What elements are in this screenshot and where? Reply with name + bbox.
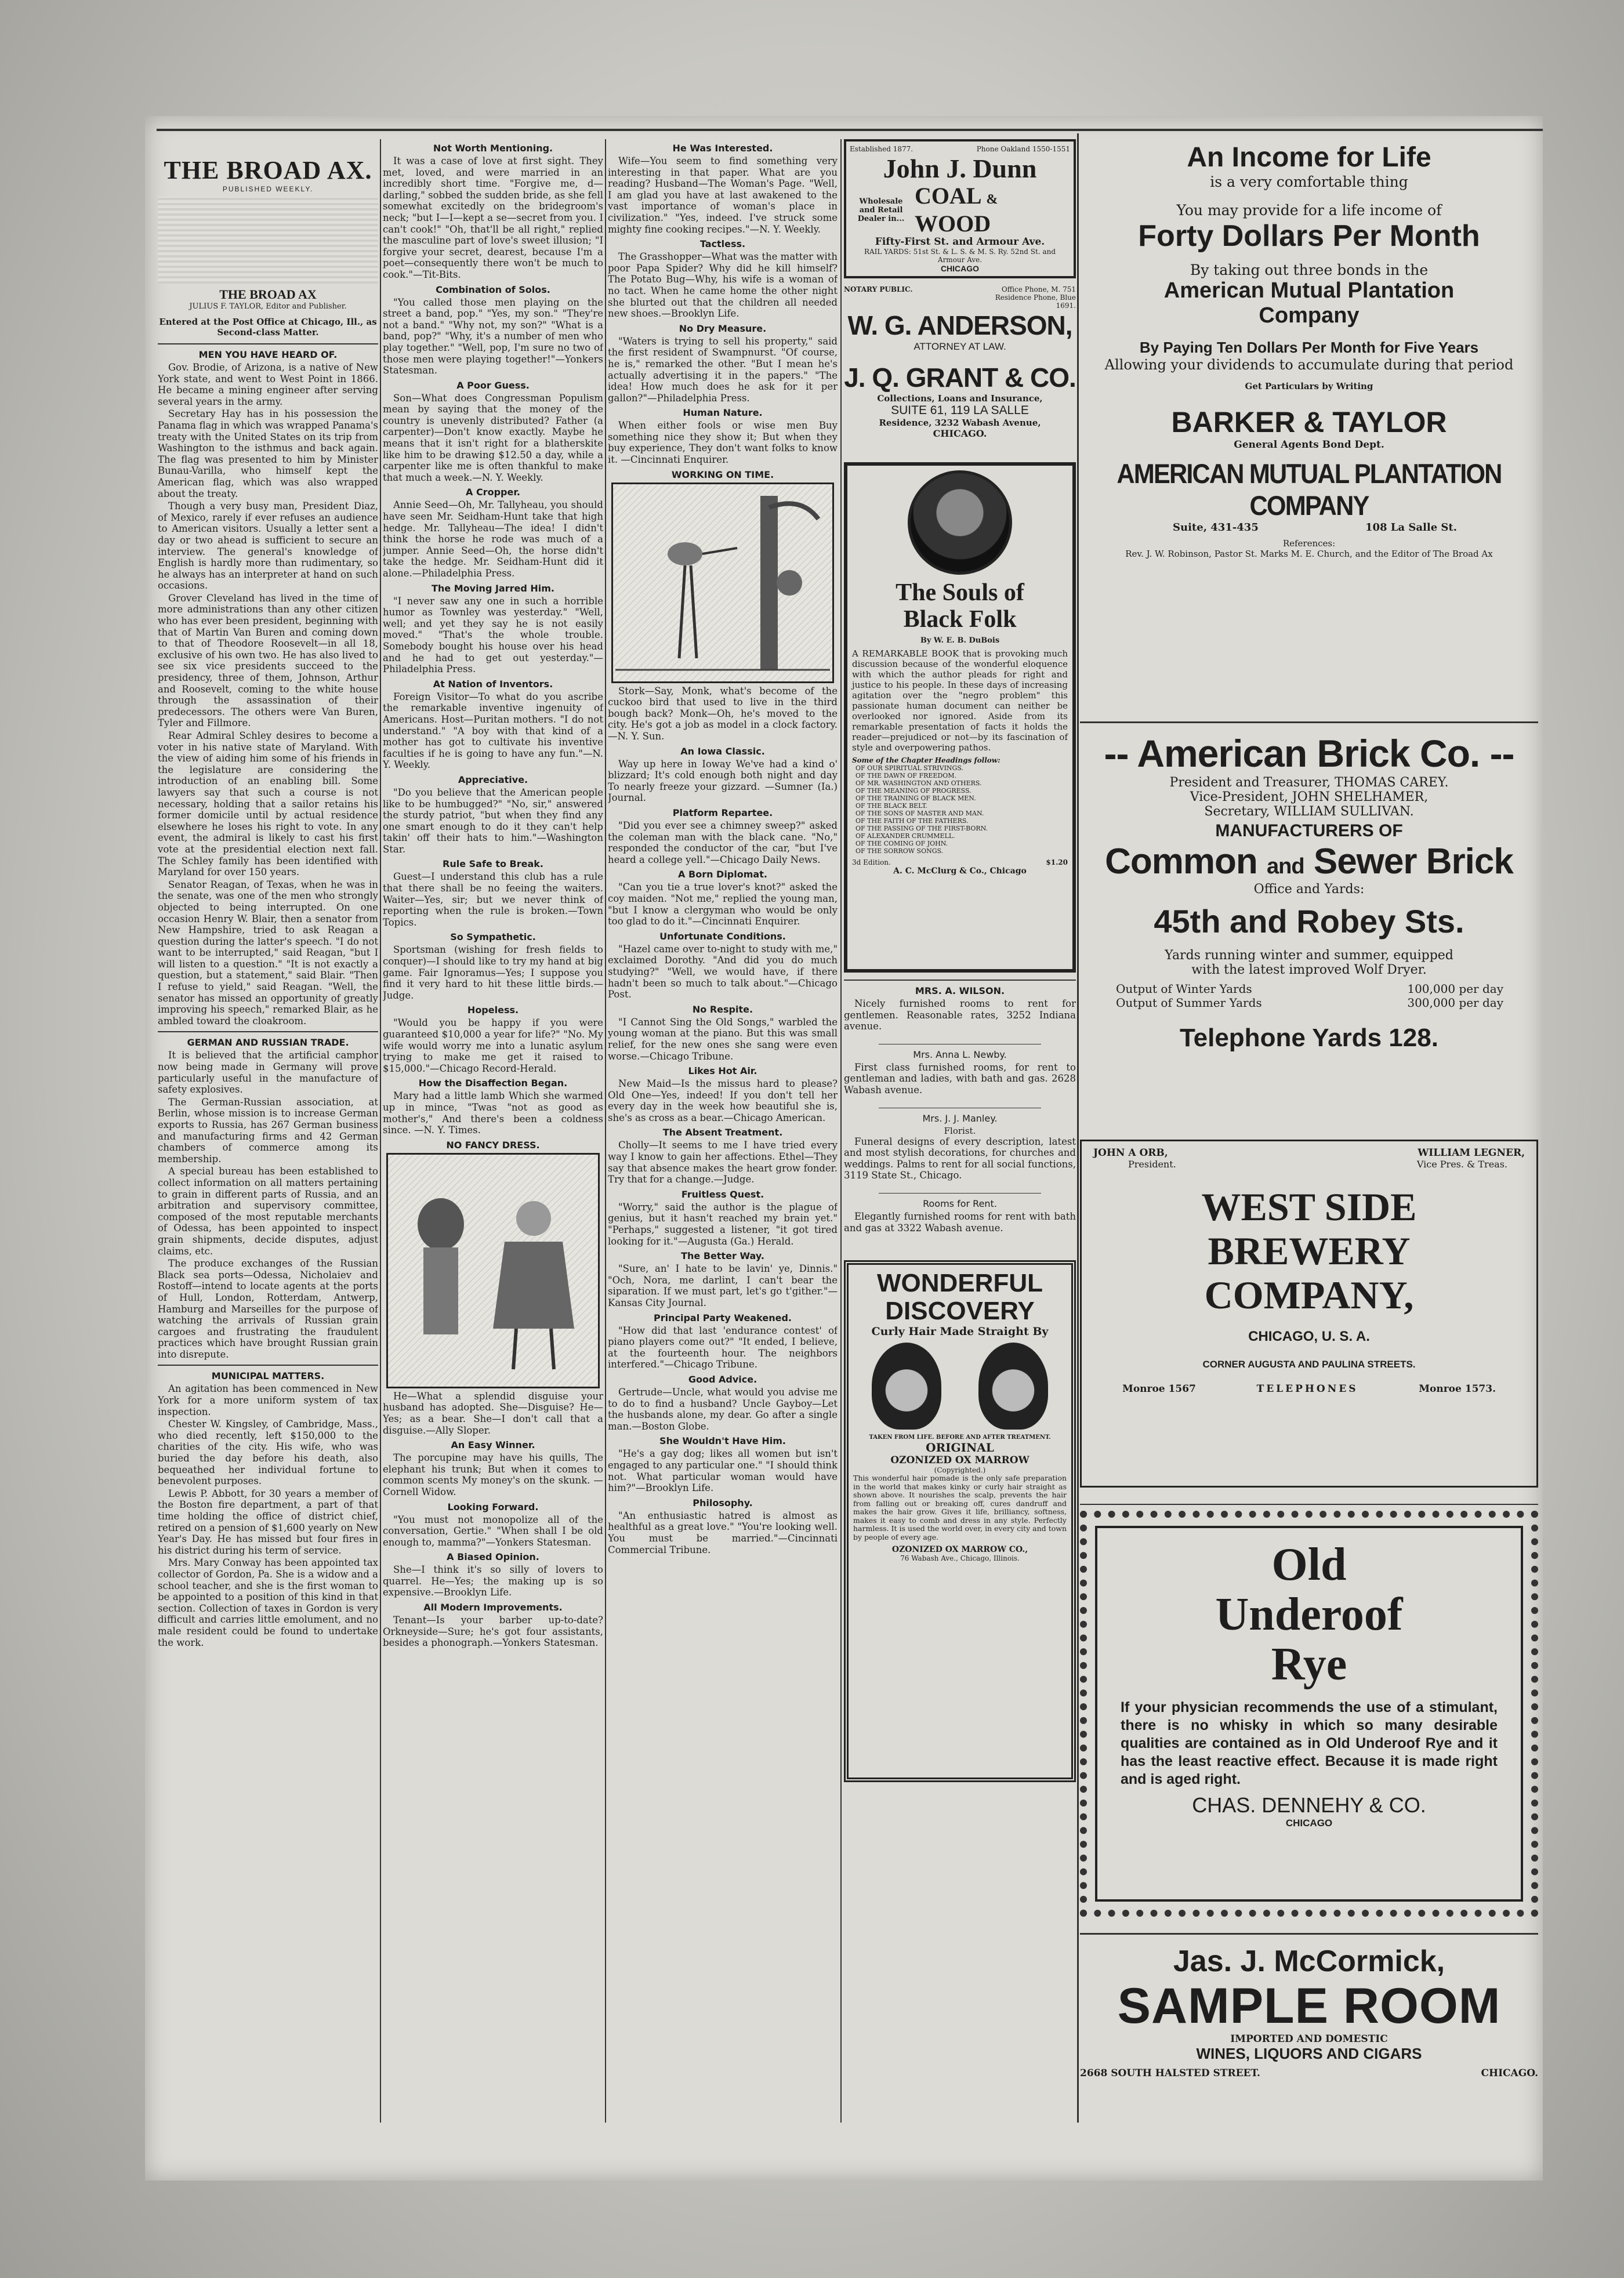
joke-text: "Worry," said the author is the plague of genius, but it hasn't reached my brain yet." "Perhaps," suggested a listener, "it got tired looking for it."—Augusta (Ga.) Herald. [608,1201,838,1247]
rooms-text: Elegantly furnished rooms for rent with bath and gas at 3322 Wabash avenue. [844,1210,1076,1234]
brewery-vp-name: WILLIAM LEGNER, [1418,1147,1525,1159]
book-chapter-item: OF THE PASSING OF THE FIRST-BORN. [855,825,988,832]
brick-title: American Brick Co. [1137,732,1480,775]
rye-line-3: Rye [1271,1639,1347,1690]
article-paragraph: Mrs. Mary Conway has been appointed tax collector of Gordon, Pa. She is a widow and a school teacher, and she is the first woman to be appointed to a position of this kind in that section. Collection of taxes in Gordon is very difficult and carries little emolument, and no male resident could be found to undertake the work. [158,1557,378,1648]
manley-heading: Mrs. J. J. Manley. [922,1112,998,1124]
book-chapter-item: OF THE COMING OF JOHN. [855,840,948,847]
article-paragraph: Senator Reagan, of Texas, when he was in the senate, was one of the men who strongly objected to being interrupted. On one occasion Henry W. Blair, then a senator from New Hampshire, tried to ask Reagan a question during the latter's speech. "I do not want to be interrupted," said Reagan, "but I will listen to a question." "It is not exactly a question, but a statement," said Blair. "Then I refuse to yield," said Reagan. "Well, the senator has missed an opportunity of greatly improving his speech," remarked Blair, as he ambled toward the cloakroom. [158,879,378,1026]
joke-heading: A Cropper. [465,487,521,498]
joke-heading: Good Advice. [688,1373,757,1385]
west-side-brewery-ad [1080,1140,1538,1488]
joke-text: Sportsman (wishing for fresh fields to conquer)—I should like to try my hand at big game. Fair Ignoramus—Yes; I suppose you find it very hard to hit these little birds.—Judge. [383,944,603,1001]
joke-text: "An enthusiastic hatred is almost as healthful as a great love." "You're looking well. You must be married."—Cincinnati Commercial Tribune. [608,1510,838,1555]
notary-label: NOTARY PUBLIC. [844,285,913,293]
joke-heading: A Poor Guess. [456,379,530,391]
joke-text: The Grasshopper—What was the matter with poor Papa Spider? Why did he kill himself? The Potato Bug—Why, his wife is a woman of no tact. When he came home the other night she blurted out that the children all needed new shoes.—Brooklyn Life. [608,251,838,320]
income-l13: AMERICAN MUTUAL PLANTATION COMPANY [1116,458,1502,521]
income-l6: American Mutual Plantation [1163,278,1455,303]
income-refs-heading: References: [1282,538,1336,549]
joke-text: "How did that last 'endurance contest' of piano players come out?" "It ended, I believe, at the fourteenth hour. The neighbors interfered."—Chicago Tribune. [608,1325,838,1370]
article-paragraph: Chester W. Kingsley, of Cambridge, Mass., who died recently, left $150,000 to the charities of the city. His wife, who was buried the day before his death, also bequeathed her individual fortune to benevolent purposes. [158,1419,378,1487]
dunn-name: John J. Dunn [883,154,1037,183]
souls-of-black-folk-ad [844,462,1076,973]
disc-body: This wonderful hair pomade is the only safe preparation in the world that makes kinky or curly hair straight as shown above. It nourishes the scalp, prevents the hair from falling out or breaking off, cures dandruff and makes the hair grow. Gives it life, brilliancy, softness, makes it easy to comb and dress in any style. Perfectly harmless. It is used the world over, in every city and town by people of every age. [853,1474,1067,1541]
article-paragraph: A special bureau has been established to collect information on all matters pertaining to grain in different parts of Russia, and an arbitration and supervisory committee, composed of the most reputable merchants of Odessa, has been appointed to inspect grain shipments, decide disputes, adjust claims, etc. [158,1166,378,1257]
joke-heading: Principal Party Weakened. [654,1312,792,1323]
brewery-city: CHICAGO, U. S. A. [1248,1329,1370,1344]
brick-output-summer-label: Output of Summer Yards [1116,996,1262,1010]
brick-common: Common [1105,841,1257,882]
book-chapter-item: OF ALEXANDER CRUMMELL. [855,832,955,840]
joke-text: New Maid—Is the missus hard to please? Old One—Yes, indeed! If you don't tell her every day in the week how beautiful she is, she's as cross as a bear.—Chicago American. [608,1078,838,1123]
joke-text: Cholly—It seems to me I have tried every way I know to gain her affections. Ethel—They say that absence makes the heart grow fonder. Try that for a change.—Judge. [608,1140,838,1185]
disc-sub: Curly Hair Made Straight By [871,1325,1049,1338]
brick-yards-2: with the latest improved Wolf Dryer. [1191,963,1427,977]
joke-text: Way up here in Ioway We've had a kind o' blizzard; It's cold enough both night and day To nearly freeze your gizzard. —Sumner (Ia.) Journal. [608,758,838,804]
joke-text: Stork—Say, Monk, what's become of the cuckoo bird that used to live in the third bough back? Monk—Oh, he's moved to the city. He's got a job as model in a clock factory.—N. Y. Sun. [608,685,838,742]
joke-text: "Hazel came over to-night to study with me," exclaimed Dorothy. "And did you do much studying?" "Well, we would have, if there hadn't been so much to talk about."—Chicago Post. [608,943,838,1000]
book-author: By W. E. B. DuBois [920,636,1000,645]
book-title-line-2: Black Folk [903,606,1017,633]
income-l12: General Agents Bond Dept. [1234,439,1384,451]
book-price: $1.20 [1046,858,1068,866]
joke-heading: So Sympathetic. [450,931,536,943]
joke-text: "Can you tie a true lover's knot?" asked the coy maiden. "Not me," replied the young man, "but I know a clergyman who would be only too glad to do it."—Cincinnati Enquirer. [608,882,838,927]
joke-text: The porcupine may have his quills, The elephant his trunk; But when it comes to common scents My money's on the skunk. —Cornell Widow. [383,1452,603,1497]
disc-line-1: WONDERFUL [877,1269,1043,1298]
masthead-notice-block [158,197,378,284]
ox-marrow-ad [844,1260,1076,1782]
book-publisher: A. C. McClurg & Co., Chicago [893,866,1027,876]
joke-heading: Likes Hot Air. [688,1065,757,1077]
column-rule-2 [605,139,606,2123]
joke-heading: Platform Repartee. [672,807,773,818]
column-1 [158,139,378,2123]
joke-text: Tenant—Is your barber up-to-date? Orkneyside—Sure; he's got four assistants, besides a phonograph.—Yonkers Statesman. [383,1615,603,1649]
mccormick-title: SAMPLE ROOM [1117,1978,1501,2034]
brick-dash-left: -- [1104,732,1129,775]
joke-text: Son—What does Congressman Populism mean by saying that the money of the country is unevenly distributed? Father (a carpenter)—Don't know exactly. Maybe he means that it isn't right for a blatherskite like him to be drawing $12.50 a day, while a carpenter like me is often thankful to make that much a week.—N. Y. Weekly. [383,392,603,483]
book-chapter-list [855,764,1068,855]
joke-text: It was a case of love at first sight. They met, loved, and were married in an incredibly short time. "Forgive me, d—darling," sobbed the sudden bride, as she fell somewhat excitedly on the bridegroom's neck; "but I—I—kept a se—secret from you. I can't cook!" "Oh, that'll be all right," replied the masculine part of love's sweet illusion; "I forgive your secret, dearest, because I'm a poet—consequently there won't be much to cook."—Tit-Bits. [383,155,603,280]
no-fancy-dress-illustration [386,1153,600,1388]
notary-phone: Office Phone, M. 751 Residence Phone, Blue 1691. [995,285,1076,310]
working-on-time-illustration [611,483,834,683]
newby-text: First class furnished rooms, for rent to gentleman and ladies, with bath and gas. 2628 Wabash avenue. [844,1061,1076,1096]
article-paragraph: Lewis P. Abbott, for 30 years a member of the Boston fire department, a part of that time holding the office of district chief, retired on a pension of $1,600 yearly on New Year's Day. He has missed but four fires in his district during his term of service. [158,1488,378,1556]
rye-line-2: Underoof [1215,1589,1403,1640]
income-l1: An Income for Life [1187,142,1431,173]
joke-text: "Did you ever see a chimney sweep?" asked the coleman man with the black cane. "No," responded the conductor of the car, "but I've heard a college yell."—Chicago Daily News. [608,820,838,865]
article-paragraph: The produce exchanges of the Russian Black sea ports—Odessa, Nicholaiev and Rostoff—intend to locate agents at the ports of Hull, London, Rotterdam, Antwerp, Hamburg and Marseilles for the purpose of watching the arrivals of Russian grain cargoes and frustrating the fraudulent practices which have brought Russian grain into disrepute. [158,1258,378,1360]
joke-heading: The Better Way. [681,1250,764,1262]
brick-president: President and Treasurer, THOMAS CAREY. [1169,775,1449,790]
dunn-city: CHICAGO [940,264,980,273]
dunn-address: Fifty-First St. and Armour Ave. [875,236,1045,248]
joke-text: Annie Seed—Oh, Mr. Tallyheau, you should have seen Mr. Seidham-Hunt take that high hedge. Mr. Tallyheau—The idea! I didn't think the horse he rode was much of a jumper. Annie Seed—Oh, the horse didn't take the hedge. Mr. Seidham-Hunt did it alone.—Philadelphia Press. [383,499,603,579]
manley-role: Florist. [944,1125,976,1136]
disc-caption: TAKEN FROM LIFE. BEFORE AND AFTER TREATMENT. [869,1434,1051,1441]
disc-product: OZONIZED OX MARROW [890,1454,1030,1467]
rye-city: CHICAGO [1285,1818,1333,1829]
mccormick-address: 2668 SOUTH HALSTED STREET. [1080,2067,1260,2079]
rye-body: If your physician recommends the use of a stimulant, there is no whisky in which so many desirable qualities are contained as in Old Underoof Rye and it has the least reactive effect. Because it is made right and is aged right. [1121,1699,1498,1787]
joke-heading: Not Worth Mentioning. [433,143,553,154]
old-underoof-rye-ad [1080,1511,1538,1917]
income-l4: Forty Dollars Per Month [1138,219,1480,253]
book-chapter-item: OF THE TRAINING OF BLACK MEN. [855,795,976,802]
grant-city: CHICAGO. [933,428,987,439]
book-chapter-item: OF THE SONS OF MASTER AND MAN. [855,810,984,817]
dunn-amp: & [986,192,998,207]
brick-manufacturers: MANUFACTURERS OF [1215,821,1403,840]
column-3 [608,139,838,2123]
dunn-wood: WOOD [915,211,991,237]
joke-heading: The Moving Jarred Him. [432,582,554,594]
brick-output-summer-value: 300,000 per day [1407,996,1503,1010]
brick-output-winter-label: Output of Winter Yards [1116,982,1252,996]
brewery-tel-2: Monroe 1573. [1419,1383,1496,1395]
disc-line-2: DISCOVERY [885,1297,1035,1326]
joke-text: Gertrude—Uncle, what would you advise me to do to find a husband? Uncle Gayboy—Let the husbands alone, my dear. Go after a single man.—Boston Globe. [608,1386,838,1432]
brewery-president-name: JOHN A ORB, [1093,1147,1168,1159]
income-l7: Company [1259,303,1360,328]
joke-heading: Rule Safe to Break. [443,858,543,870]
brick-yards-1: Yards running winter and summer, equipped [1165,948,1453,963]
brewery-president-role: President. [1128,1159,1176,1170]
article-paragraph: The German-Russian association, at Berlin, whose mission is to increase German exports to Russia, has 267 German business and manufacturing firms and 42 German chambers of commerce among its membership. [158,1096,378,1165]
american-brick-ad [1080,731,1538,1126]
joke-heading: An Easy Winner. [451,1439,535,1451]
brick-sewer: Sewer Brick [1313,841,1513,882]
wilson-heading: MRS. A. WILSON. [915,985,1005,996]
brewery-line-2: BREWERY [1208,1229,1411,1273]
column-rule-4 [1077,133,1079,2123]
column-rule-1 [380,139,381,2123]
joke-text: Wife—You seem to find something very interesting in that paper. What are you reading? Husband—The Woman's Page. "Well, I am glad you have at last awakened to the vast importance of woman's place in civilization." "Yes, indeed. I've struck some mighty fine cooking recipes."—N. Y. Weekly. [608,155,838,235]
book-chapter-item: OF MR. WASHINGTON AND OTHERS. [855,779,982,787]
joke-heading: Appreciative. [458,774,528,785]
rye-maker: CHAS. DENNEHY & CO. [1192,1793,1426,1817]
dunn-tag: Wholesale and Retail Dealer in... [857,197,905,223]
brewery-tel-1: Monroe 1567 [1122,1383,1196,1395]
book-blurb: A REMARKABLE BOOK that is provoking much discussion because of the wonderful eloquence with which the author pleads for right and justice to his people. In these days of increasing agitation over the "negro problem" this passionate human document can neither be overlooked nor ignored. Aside from its remarkable presentation of facts it holds the reader—prejudiced or not—by its fascination of style and overpowering pathos. [852,648,1068,753]
joke-text: When either fools or wise men Buy something nice they show it; But when they buy experience, They don't want folks to know it. —Cincinnati Enquirer. [608,420,838,466]
joke-heading: All Modern Improvements. [423,1602,563,1613]
article-paragraph: Rear Admiral Schley desires to become a voter in his native state of Maryland. With the view of aiding him some of his friends in the legislature are considering the introduction of an enabling bill. Some lawyers say that such a course is not necessary, holding that a sailor retains his former domicile until by actual residence elsewhere he loses his right to vote. In any event, the admiral is likely to cast his first vote at the presidential election next fall. The Schley family has been identified with Maryland for over 150 years. [158,730,378,878]
joke-text: Guest—I understand this club has a rule that there shall be no feeing the waiters. Waiter—Yes, sir; but we never think of reporting when the rule is broken.—Town Topics. [383,871,603,928]
joke-heading: She Wouldn't Have Him. [659,1435,786,1447]
masthead-editor: JULIUS F. TAYLOR, Editor and Publisher. [189,302,347,311]
heading-men-you-have-heard-of: MEN YOU HAVE HEARD OF. [198,349,338,360]
brick-office: Office and Yards: [1253,882,1365,897]
joke-text: "You must not monopolize all of the conversation, Gertie." "When shall I be old enough to, mamma?"—Yonkers Statesman. [383,1514,603,1548]
joke-heading: Fruitless Quest. [681,1188,764,1200]
income-l9: Allowing your dividends to accumulate during that period [1104,357,1514,373]
book-chapter-item: OF THE MEANING OF PROGRESS. [855,787,971,795]
brick-output-winter-value: 100,000 per day [1407,982,1503,996]
rye-line-1: Old [1271,1539,1347,1590]
disc-original: ORIGINAL [926,1441,994,1455]
grant-residence: Residence, 3232 Wabash Avenue, [879,418,1041,428]
joke-heading: Human Nature. [683,407,763,419]
joke-heading: Looking Forward. [447,1501,539,1512]
anderson-role: ATTORNEY AT LAW. [913,341,1006,352]
before-portrait [872,1343,941,1430]
grant-role: Collections, Loans and Insurance, [877,393,1043,404]
joke-text: "You called those men playing on the street a band, pop." "Yes, my son." "They're not a band." "Why not, my son?" "What is a band, pop?" "Why, it's a number of men who play together." "Well, pop, I'm sure no two of those men were playing together!"—Yonkers Statesman. [383,296,603,376]
brewery-line-3: COMPANY, [1204,1273,1414,1317]
joke-heading: No Dry Measure. [679,322,767,334]
income-l11: BARKER & TAYLOR [1171,406,1447,438]
john-dunn-coal-ad [844,139,1076,278]
article-paragraph: Though a very busy man, President Diaz, of Mexico, rarely if ever refuses an audience to American visitors. Usually a letter sent a day or two ahead is sufficient to secure an interview. The general's knowledge of English is hardly more than rudimentary, so he always has an interpreter at hand on such occasions. [158,500,378,592]
grant-suite: SUITE 61, 119 LA SALLE [891,404,1029,417]
book-chapter-item: OF OUR SPIRITUAL STRIVINGS. [855,764,963,772]
dunn-yards: RAIL YARDS: 51st St. & L. S. & M. S. Ry. 52nd St. and Armour Ave. [864,248,1056,264]
joke-text: Foreign Visitor—To what do you ascribe the remarkable inventive ingenuity of Americans. Host—Puritan mothers. "I do not understand." "A boy with that kind of a mother has got to cultivate his inventive faculties if he is going to have any fun."—N. Y. Weekly. [383,691,603,771]
book-title-line-1: The Souls of [896,579,1024,606]
brick-telephone: Telephone Yards 128. [1180,1024,1438,1052]
income-suite: Suite, 431-435 [1173,521,1259,534]
joke-text: "He's a gay dog; likes all women but isn't engaged to any particular one." "I should think not. What particular woman would have him?"—Brooklyn Life. [608,1448,838,1494]
joke-text: She—I think it's so silly of lovers to quarrel. He—Yes; the making up is so expensive.—Brooklyn Life. [383,1564,603,1598]
dunn-coal: COAL [915,183,981,209]
joke-heading: Hopeless. [467,1004,519,1016]
book-chapter-item: OF THE BLACK BELT. [855,802,927,810]
heading-municipal-matters: MUNICIPAL MATTERS. [211,1370,325,1382]
newby-heading: Mrs. Anna L. Newby. [913,1049,1007,1060]
brick-and: and [1267,854,1304,879]
joke-text: "I Cannot Sing the Old Songs," warbled the young woman at the piano. But this was small relief, for the new ones she sang were even worse.—Chicago Tribune. [608,1016,838,1062]
joke-text: Mary had a little lamb Which she warmed up in mince, "Twas "not as good as mother's," And there's been a coldness since. —N. Y. Times. [383,1090,603,1136]
article-paragraph: An agitation has been commenced in New York for a more uniform system of tax inspection. [158,1383,378,1417]
stork-monkey-tree-icon [613,484,832,681]
income-for-life-ad [1080,142,1538,710]
mccormick-wines: WINES, LIQUORS AND CIGARS [1196,2045,1422,2062]
book-chapters-heading: Some of the Chapter Headings follow: [852,756,1000,764]
manley-text: Funeral designs of every description, latest and most stylish decorations, for churches and weddings. Palms to rent for all social functions, 3119 State St., Chicago. [844,1136,1076,1181]
joke-heading: An Iowa Classic. [680,745,765,757]
column-rule-3 [840,139,842,2123]
heading-german-russian-trade: GERMAN AND RUSSIAN TRADE. [187,1037,349,1049]
disc-copyright: (Copyrighted.) [934,1466,986,1475]
joke-text: "Waters is trying to sell his property," said the first resident of Swampnurst. "Of course, he is," remarked the other. "But I mean he's actually advertising it in the papers." "The idea! How much does he ask for it per gallon?"—Philadelphia Press. [608,335,838,404]
joke-heading: Combination of Solos. [436,284,550,295]
joke-heading: Tactless. [699,238,746,250]
wilson-text: Nicely furnished rooms to rent for gentlemen. Reasonable rates, 3252 Indiana avenue. [844,998,1076,1032]
mccormick-name: Jas. J. McCormick, [1173,1945,1445,1978]
brewery-telephones: TELEPHONES [1256,1383,1358,1395]
article-paragraph: Gov. Brodie, of Arizona, is a native of New York state, and went to West Point in 1866. He became a mining engineer after serving several years in the army. [158,362,378,407]
income-l10: Get Particulars by Writing [1245,381,1373,391]
joke-heading: A Born Diplomat. [678,869,767,880]
income-l5: By taking out three bonds in the [1190,262,1429,278]
joke-heading: Unfortunate Conditions. [659,930,786,942]
masthead-subtitle: PUBLISHED WEEKLY. [222,185,314,193]
article-paragraph: Secretary Hay has in his possession the Panama flag in which was wrapped Panama's treaty with the United States on its trip from Washington to the isthmus and back again. The flag was presented to him by Minister Bunau-Varilla, who himself kept the American flag, which was also wrapped about the treaty. [158,408,378,499]
book-chapter-item: OF THE FAITH OF THE FATHERS. [855,817,969,825]
disc-maker: OZONIZED OX MARROW CO., [891,1545,1028,1555]
brick-dash-right: -- [1489,732,1514,775]
joke-heading: A Biased Opinion. [447,1551,539,1563]
masthead-title: THE BROAD AX. [164,156,372,184]
after-portrait [978,1343,1048,1430]
brick-secretary: Secretary, WILLIAM SULLIVAN. [1204,804,1414,819]
income-street: 108 La Salle St. [1365,521,1457,534]
cartoon-heading: NO FANCY DRESS. [446,1139,540,1151]
joke-text: "I never saw any one in such a horrible humor as Townley was yesterday." "Well, well; and yet they say he is not easily moved." "That's the whole trouble. Somebody bought his house over his head and he had to get out yesterday."—Philadelphia Press. [383,595,603,675]
book-chapter-item: OF THE SORROW SONGS. [855,847,944,855]
book-edition: 3d Edition. [852,858,891,866]
anderson-name: W. G. ANDERSON, [847,310,1072,340]
brick-vp: Vice-President, JOHN SHELHAMER, [1190,790,1429,804]
dubois-portrait [908,470,1012,575]
joke-text: "Would you be happy if you were guaranteed $10,000 a year for life?" "No. My wife would worry me into a lunatic asylum trying to make me get it raised to $15,000."—Chicago Record-Herald. [383,1017,603,1074]
joke-heading: Philosophy. [693,1497,753,1508]
costume-figures-icon [388,1155,598,1387]
brick-address: 45th and Robey Sts. [1154,903,1464,940]
joke-heading: The Absent Treatment. [662,1127,783,1138]
column-2 [383,139,603,2123]
joke-heading: At Nation of Inventors. [433,678,553,690]
mccormick-imported: IMPORTED AND DOMESTIC [1230,2033,1388,2045]
joke-heading: No Respite. [692,1003,753,1015]
masthead-office-name: THE BROAD AX [219,287,317,302]
column-4-ads [844,139,1076,2111]
rooms-heading: Rooms for Rent. [923,1198,997,1209]
book-chapter-item: OF THE DAWN OF FREEDOM. [855,772,957,779]
brewery-line-1: WEST SIDE [1201,1185,1417,1229]
column-5-ads [1080,139,1538,2111]
article-paragraph: Grover Cleveland has lived in the time of more administrations than any other citizen who has ever been president, beginning with that of Martin Van Buren and coming down to that of Theodore Roosevelt—in all 18, exclusive of his own two. He has also lived to see six vice presidents succeed to the presidency, three of them, Johnson, Arthur and Roosevelt, coming to the white house through the assassination of their predecessors. The others were Van Buren, Tyler and Fillmore. [158,592,378,729]
cartoon-heading: WORKING ON TIME. [671,469,774,480]
brewery-vp-role: Vice Pres. & Treas. [1416,1159,1507,1170]
grant-name: J. Q. GRANT & CO. [844,362,1076,393]
joke-heading: How the Disaffection Began. [418,1078,568,1089]
income-l3: You may provide for a life income of [1176,202,1442,219]
joke-heading: He Was Interested. [672,143,773,154]
joke-text: "Do you believe that the American people like to be humbugged?" "No, sir," answered the sturdy patriot, "but when they find any one smart enough to do it they can't help takin' off their hats to him."—Washington Star. [383,786,603,855]
joke-text: "Sure, an' I hate to be lavin' ye, Dinnis." "Och, Nora, me darlint, I can't bear the siparation. If we must part, let's go t'gither."—Kansas City Journal. [608,1263,838,1308]
dunn-established: Established 1877. [850,145,913,153]
income-l2: is a very comfortable thing [1210,173,1408,190]
disc-address: 76 Wabash Ave., Chicago, Illinois. [900,1554,1020,1563]
article-paragraph: It is believed that the artificial camphor now being made in Germany will prove particularly useful in the manufacture of safety explosives. [158,1050,378,1096]
income-refs: Rev. J. W. Robinson, Pastor St. Marks M. E. Church, and the Editor of The Broad Ax [1125,549,1493,559]
income-l8: By Paying Ten Dollars Per Month for Five Years [1139,339,1479,356]
joke-text: He—What a splendid disguise your husband has adopted. She—Disguise? He—Yes; as a bear. She—I don't call that a disguise.—Ally Sloper. [383,1390,603,1436]
mccormick-city: CHICAGO. [1481,2067,1538,2079]
brewery-corner: CORNER AUGUSTA AND PAULINA STREETS. [1202,1359,1416,1370]
dunn-phone: Phone Oakland 1550-1551 [976,145,1070,153]
mccormick-sample-room-ad [1080,1944,1538,2111]
top-rule [157,129,1543,131]
masthead-entered: Entered at the Post Office at Chicago, Ill., as Second-class Matter. [159,317,377,338]
